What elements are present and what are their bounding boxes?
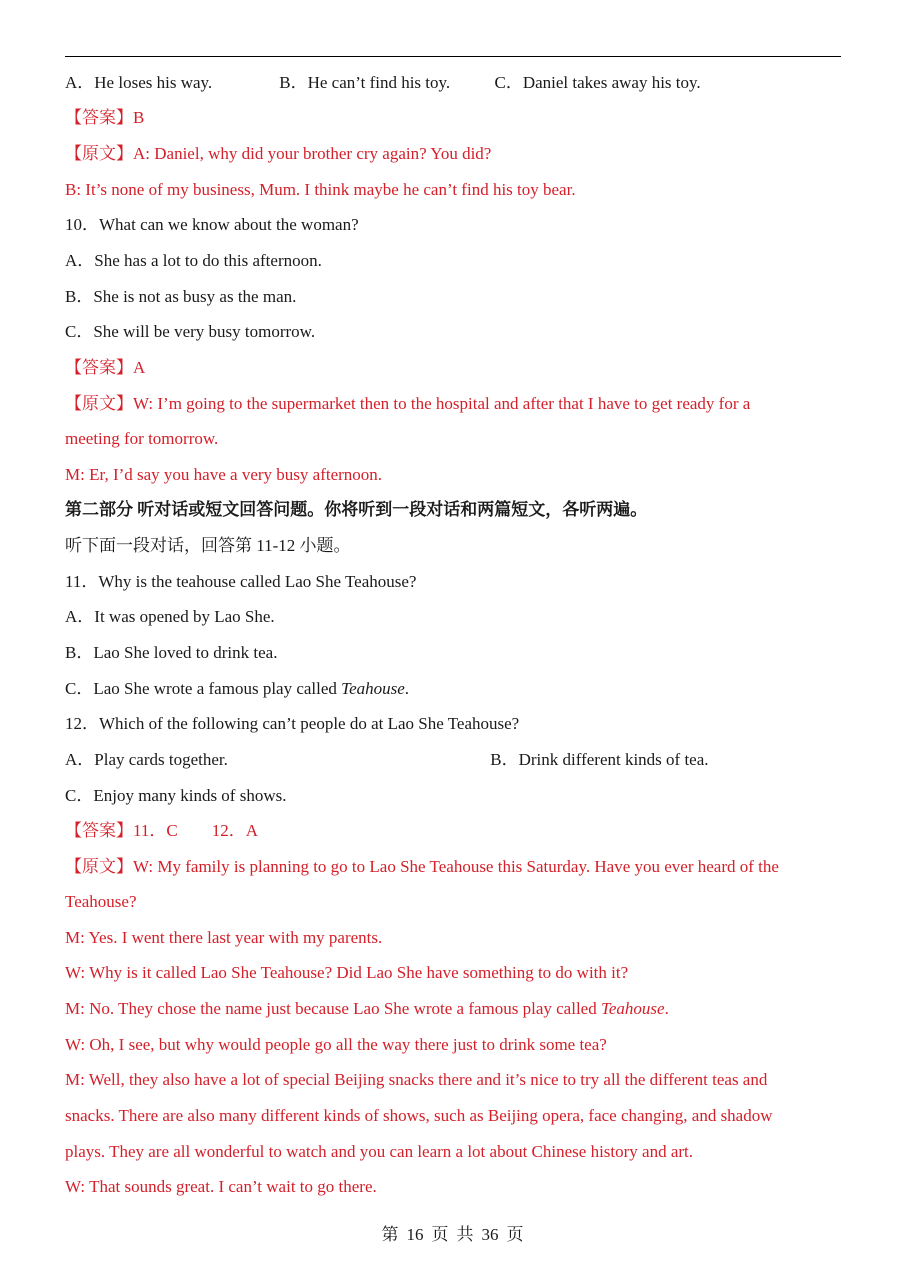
q12-option-b: B．Drink different kinds of tea. xyxy=(490,750,709,769)
transcript-line: M: No. They chose the name just because Lao She wrote a famous play called Teahouse. xyxy=(65,999,669,1018)
script-tag: 【原文】 xyxy=(65,857,133,876)
q9-script-line: 【原文】A: Daniel, why did your brother cry again? You did? xyxy=(65,144,492,163)
q10-option-b: B．She is not as busy as the man. xyxy=(65,287,297,306)
q12-option-a: A．Play cards together. xyxy=(65,750,228,769)
play-title: Teahouse xyxy=(341,679,405,698)
q12-question: 12．Which of the following can’t people do at Lao She Teahouse? xyxy=(65,714,520,733)
transcript-line: M: Yes. I went there last year with my parents. xyxy=(65,928,383,947)
answer-tag: 【答案】 xyxy=(65,358,133,377)
q10-option-c: C．She will be very busy tomorrow. xyxy=(65,322,316,341)
transcript-line: 【原文】W: My family is planning to go to Lao She Teahouse this Saturday. Have you ever heard of the xyxy=(65,857,779,876)
answer-tag: 【答案】 xyxy=(65,821,133,840)
transcript-line: Teahouse? xyxy=(65,892,137,911)
script-tag: 【原文】 xyxy=(65,394,133,413)
q10-answer xyxy=(65,357,145,379)
q11-option-b: B．Lao She loved to drink tea. xyxy=(65,643,278,662)
answer-value: B xyxy=(133,108,145,127)
transcript-line: plays. They are all wonderful to watch and you can learn a lot about Chinese history and art. xyxy=(65,1142,694,1161)
transcript-line: snacks. There are also many different kinds of shows, such as Beijing opera, face changing, and shadow xyxy=(65,1106,773,1125)
q9-script-line: B: It’s none of my business, Mum. I think maybe he can’t find his toy bear. xyxy=(65,180,576,199)
page-footer: 第 16 页 共 36 页 xyxy=(381,1225,524,1244)
transcript-line: W: Why is it called Lao She Teahouse? Did Lao She have something to do with it? xyxy=(65,963,629,982)
q10-script-line: M: Er, I’d say you have a very busy afternoon. xyxy=(65,465,383,484)
answer-value: A xyxy=(133,358,146,377)
q11-question: 11．Why is the teahouse called Lao She Teahouse? xyxy=(65,572,417,591)
section-heading: 第二部分 听对话或短文回答问题。你将听到一段对话和两篇短文，各听两遍。 xyxy=(65,500,648,519)
transcript-line: M: Well, they also have a lot of special Beijing snacks there and it’s nice to try all the different teas and xyxy=(65,1070,768,1089)
answer-tag: 【答案】 xyxy=(65,108,133,127)
script-tag: 【原文】 xyxy=(65,144,133,163)
q12-option-c: C．Enjoy many kinds of shows. xyxy=(65,786,287,805)
q10-script-line: meeting for tomorrow. xyxy=(65,429,219,448)
q10-question: 10．What can we know about the woman? xyxy=(65,215,359,234)
answer-value: 11．C 12．A xyxy=(133,821,258,840)
q11-12-answer xyxy=(65,820,258,842)
total-pages: 36 xyxy=(481,1225,499,1244)
q9-option-c: C．Daniel takes away his toy. xyxy=(494,73,701,92)
transcript-line: W: That sounds great. I can’t wait to go there. xyxy=(65,1177,377,1196)
transcript-line: W: Oh, I see, but why would people go all the way there just to drink some tea? xyxy=(65,1035,607,1054)
q9-option-b: B．He can’t find his toy. xyxy=(279,73,451,92)
q9-option-a: A．He loses his way. xyxy=(65,73,213,92)
section-instruction: 听下面一段对话，回答第 11-12 小题。 xyxy=(65,536,351,555)
q10-script-line: 【原文】W: I’m going to the supermarket then to the hospital and after that I have to get ready for a xyxy=(65,394,751,413)
page-number: 16 xyxy=(406,1225,424,1244)
header-rule xyxy=(65,56,841,57)
q11-option-a: A．It was opened by Lao She. xyxy=(65,607,275,626)
play-title: Teahouse xyxy=(600,999,665,1018)
q11-option-c: C．Lao She wrote a famous play called Teahouse. xyxy=(65,679,410,698)
q9-options xyxy=(65,72,701,94)
q9-answer xyxy=(65,107,144,129)
q10-option-a: A．She has a lot to do this afternoon. xyxy=(65,251,322,270)
q12-options-row xyxy=(65,749,709,771)
